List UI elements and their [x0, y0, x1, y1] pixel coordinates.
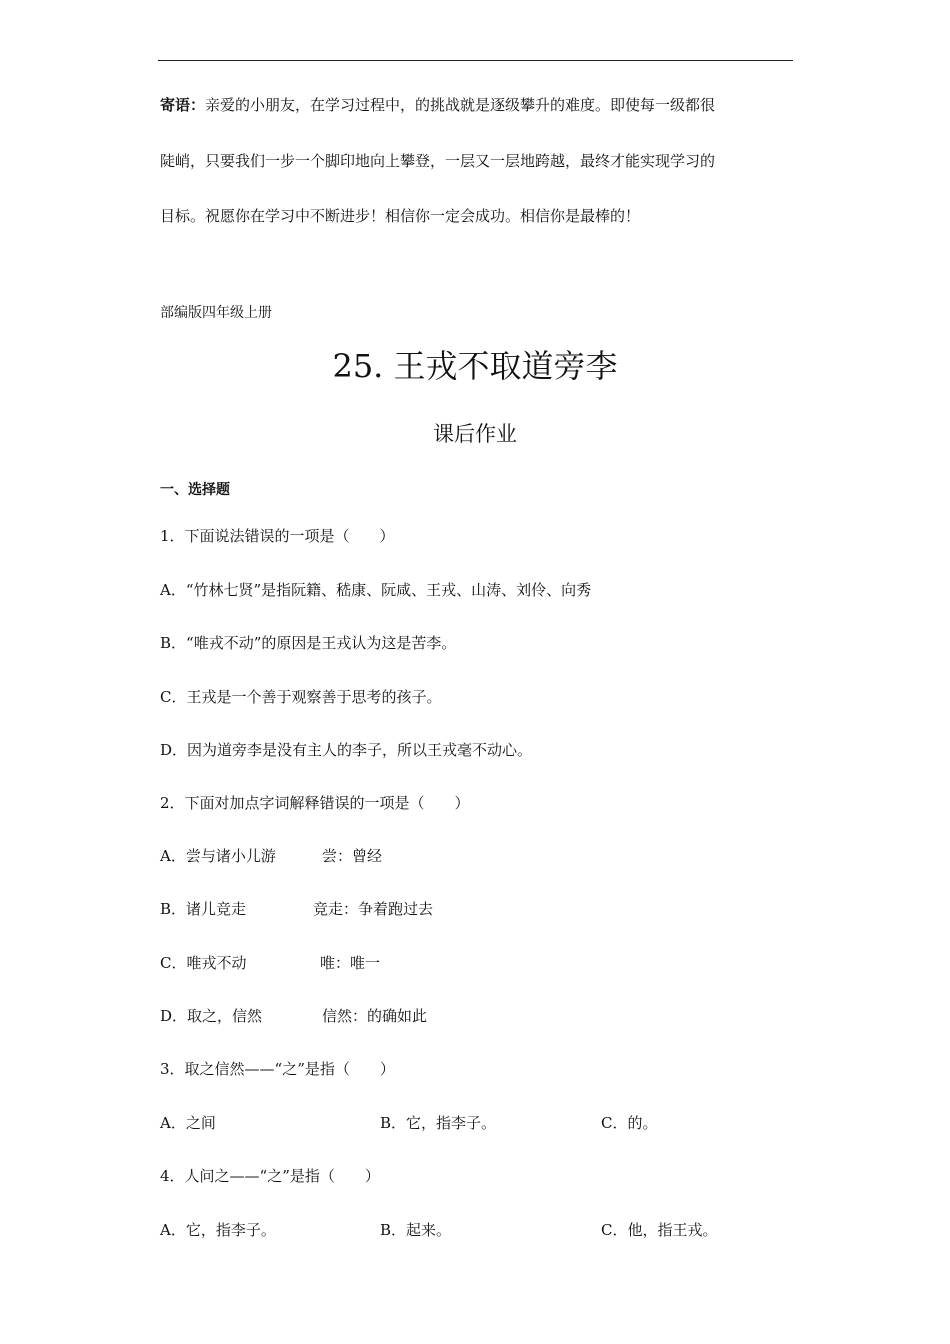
question-2-option-c-explanation: 唯：唯一	[320, 954, 381, 972]
question-3-option-a: A．之间	[160, 1114, 216, 1132]
question-2-option-d-explanation: 信然：的确如此	[322, 1007, 428, 1025]
question-1-option-d: D．因为道旁李是没有主人的李子，所以王戎毫不动心。	[160, 741, 533, 759]
grade-label: 部编版四年级上册	[160, 305, 272, 321]
question-2-option-d: D．取之，信然	[160, 1007, 263, 1025]
question-2-stem: 2．下面对加点字词解释错误的一项是（ ）	[160, 794, 470, 812]
question-1-stem: 1．下面说法错误的一项是（ ）	[160, 527, 395, 545]
lesson-subtitle: 课后作业	[433, 422, 517, 446]
question-2-option-b: B．诸儿竞走	[160, 900, 247, 918]
question-2-option-b-explanation: 竞走：争着跑过去	[313, 900, 434, 918]
question-1-option-c: C．王戎是一个善于观察善于思考的孩子。	[160, 688, 442, 706]
greeting-label: 寄语：	[160, 96, 206, 114]
question-3-stem: 3．取之信然——“之”是指（ ）	[160, 1060, 395, 1078]
greeting-line-1	[160, 95, 792, 115]
question-4-stem: 4．人问之——“之”是指（ ）	[160, 1167, 380, 1185]
lesson-title: 25. 王戎不取道旁李	[332, 347, 618, 385]
question-1-option-b: B．“唯戎不动”的原因是王戎认为这是苦李。	[160, 634, 457, 652]
question-4-option-a: A．它，指李子。	[160, 1221, 276, 1239]
question-4-option-b: B．起来。	[380, 1221, 452, 1239]
question-3-option-b: B．它，指李子。	[380, 1114, 497, 1132]
question-2-option-a: A．尝与诸小儿游	[160, 847, 276, 865]
greeting-line-2: 陡峭，只要我们一步一个脚印地向上攀登，一层又一层地跨越，最终才能实现学习的	[160, 152, 716, 170]
question-4-option-c: C．他，指王戎。	[601, 1221, 718, 1239]
section-title: 一、选择题	[160, 482, 230, 498]
question-3-option-c: C．的。	[601, 1114, 658, 1132]
header-rule	[158, 60, 793, 61]
question-1-option-a: A．“竹林七贤”是指阮籍、嵇康、阮咸、王戎、山涛、刘伶、向秀	[160, 581, 592, 599]
greeting-text-1: 亲爱的小朋友，在学习过程中，的挑战就是逐级攀升的难度。即使每一级都很	[205, 96, 716, 114]
greeting-line-3: 目标。祝愿你在学习中不断进步！相信你一定会成功。相信你是最棒的！	[160, 207, 641, 225]
question-2-option-c: C．唯戎不动	[160, 954, 247, 972]
question-2-option-a-explanation: 尝：曾经	[322, 847, 383, 865]
